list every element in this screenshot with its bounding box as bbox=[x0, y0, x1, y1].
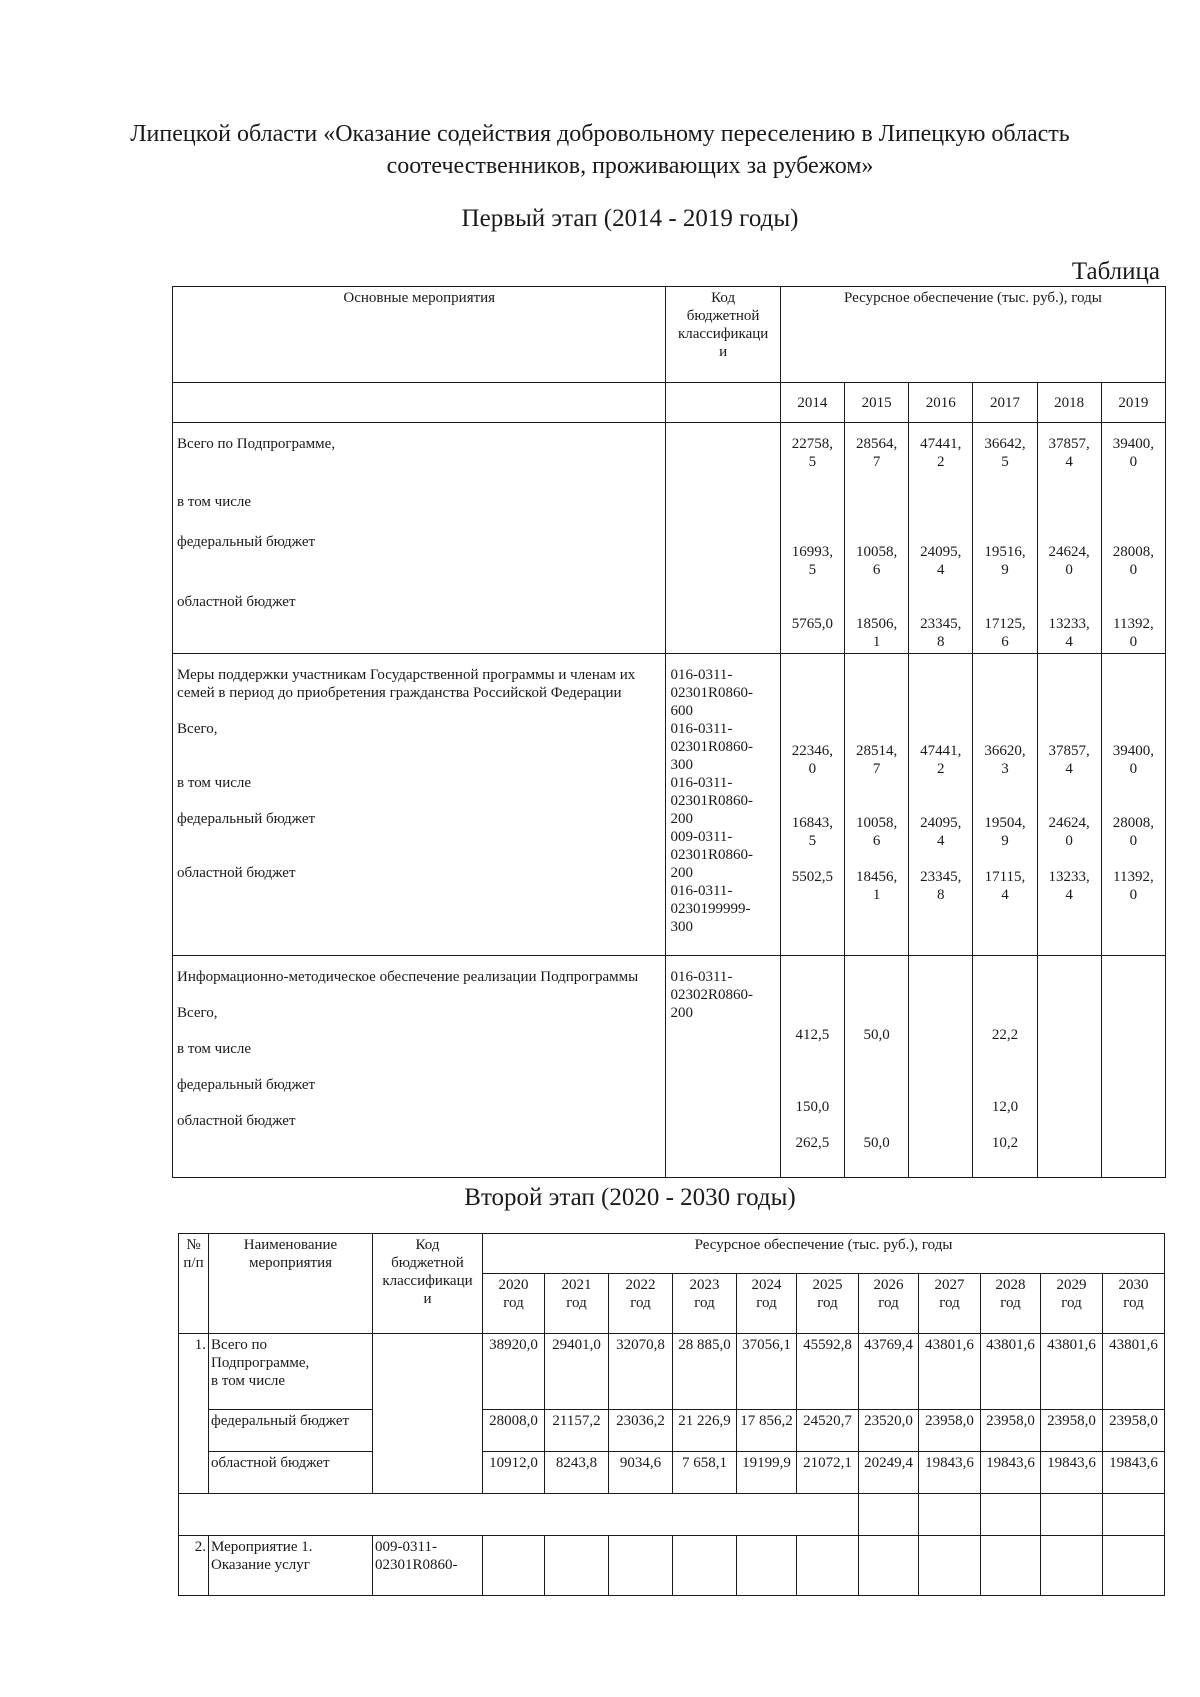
year-2021: 2021 год bbox=[545, 1274, 609, 1334]
value-cell: 22758, 5 16993, 5 5765,0 bbox=[780, 423, 844, 654]
value-cell: 23958,0 bbox=[919, 1410, 981, 1452]
empty-cell bbox=[981, 1494, 1041, 1536]
year-2022: 2022 год bbox=[609, 1274, 673, 1334]
row-number: 2. bbox=[179, 1536, 209, 1596]
year-2015: 2015 bbox=[844, 383, 908, 423]
empty-cell bbox=[609, 1536, 673, 1596]
value-cell: 19843,6 bbox=[1103, 1452, 1165, 1494]
value-cell: 28564, 7 10058, 6 18506, 1 bbox=[844, 423, 908, 654]
value-cell: 32070,8 bbox=[609, 1334, 673, 1410]
header-name: Наименование мероприятия bbox=[209, 1234, 373, 1334]
header-activities: Основные мероприятия bbox=[173, 287, 666, 383]
empty-cell bbox=[981, 1536, 1041, 1596]
table-row bbox=[179, 1410, 1165, 1452]
document-title-line-2: соотечественников, проживающих за рубежом» bbox=[386, 153, 874, 179]
header-resources: Ресурсное обеспечение (тыс. руб.), годы bbox=[483, 1234, 1165, 1274]
empty-cell bbox=[1041, 1536, 1103, 1596]
value-cell: 43801,6 bbox=[1041, 1334, 1103, 1410]
value-cell: 45592,8 bbox=[797, 1334, 859, 1410]
value-cell: 8243,8 bbox=[545, 1452, 609, 1494]
info-support-labels: Информационно-методическое обеспечение реализации Подпрограммы Всего, в том числе федеральный бюджет областной бюджет bbox=[173, 956, 666, 1178]
value-cell: 39400, 0 28008, 0 11392, 0 bbox=[1101, 423, 1165, 654]
value-cell bbox=[909, 956, 973, 1178]
empty-cell bbox=[859, 1536, 919, 1596]
value-cell: 19843,6 bbox=[919, 1452, 981, 1494]
value-cell: 43769,4 bbox=[859, 1334, 919, 1410]
value-cell: 412,5 150,0 262,5 bbox=[780, 956, 844, 1178]
value-cell: 23036,2 bbox=[609, 1410, 673, 1452]
table-row bbox=[179, 1494, 1165, 1536]
empty-cell bbox=[179, 1494, 859, 1536]
row-name: Всего по Подпрограмме, в том числе bbox=[209, 1334, 373, 1410]
value-cell: 43801,6 bbox=[981, 1334, 1041, 1410]
header-empty bbox=[666, 383, 780, 423]
value-cell: 19199,9 bbox=[737, 1452, 797, 1494]
header-empty bbox=[173, 383, 666, 423]
value-cell: 19843,6 bbox=[1041, 1452, 1103, 1494]
table-row bbox=[179, 1536, 1165, 1596]
info-support-code: 016-0311- 02302R0860- 200 bbox=[666, 956, 780, 1178]
year-2029: 2029 год bbox=[1041, 1274, 1103, 1334]
year-2019: 2019 bbox=[1101, 383, 1165, 423]
value-cell: 23958,0 bbox=[1041, 1410, 1103, 1452]
code-empty bbox=[373, 1334, 483, 1494]
code-empty bbox=[666, 423, 780, 654]
value-cell: 24520,7 bbox=[797, 1410, 859, 1452]
support-measures-labels: Меры поддержки участникам Государственной программы и членам их семей в период до приобретения гражданства Российской Федерации Всего, в том числе федеральный бюджет областной бюджет bbox=[173, 654, 666, 956]
year-2027: 2027 год bbox=[919, 1274, 981, 1334]
year-2018: 2018 bbox=[1037, 383, 1101, 423]
year-2016: 2016 bbox=[909, 383, 973, 423]
value-cell: 19843,6 bbox=[981, 1452, 1041, 1494]
support-measures-codes: 016-0311- 02301R0860- 600 016-0311- 02301R0860- 300 016-0311- 02301R0860- 200 009-0311- 02301R0860- 200 016-0311- 0230199999- 300 bbox=[666, 654, 780, 956]
empty-cell bbox=[859, 1494, 919, 1536]
table-row bbox=[179, 1452, 1165, 1494]
value-cell: 22,2 12,0 10,2 bbox=[973, 956, 1037, 1178]
year-2023: 2023 год bbox=[673, 1274, 737, 1334]
row-name: федеральный бюджет bbox=[209, 1410, 373, 1452]
value-cell: 21072,1 bbox=[797, 1452, 859, 1494]
value-cell: 28008,0 bbox=[483, 1410, 545, 1452]
stage-1-title: Первый этап (2014 - 2019 годы) bbox=[461, 205, 799, 232]
header-code: Код бюджетной классификаци и bbox=[666, 287, 780, 383]
value-cell: 22346, 0 16843, 5 5502,5 bbox=[780, 654, 844, 956]
table-label: Таблица bbox=[1071, 258, 1160, 285]
value-cell bbox=[1037, 956, 1101, 1178]
value-cell: 38920,0 bbox=[483, 1334, 545, 1410]
empty-cell bbox=[545, 1536, 609, 1596]
label-including: в том числе bbox=[177, 494, 252, 510]
year-2026: 2026 год bbox=[859, 1274, 919, 1334]
label-federal: федеральный бюджет bbox=[177, 534, 316, 550]
empty-cell bbox=[1041, 1494, 1103, 1536]
empty-cell bbox=[1103, 1536, 1165, 1596]
empty-cell bbox=[797, 1536, 859, 1596]
value-cell: 50,0 50,0 bbox=[844, 956, 908, 1178]
value-cell: 23958,0 bbox=[1103, 1410, 1165, 1452]
value-cell: 9034,6 bbox=[609, 1452, 673, 1494]
row-name: областной бюджет bbox=[209, 1452, 373, 1494]
empty-cell bbox=[673, 1536, 737, 1596]
header-resources: Ресурсное обеспечение (тыс. руб.), годы bbox=[780, 287, 1165, 383]
empty-cell bbox=[919, 1494, 981, 1536]
value-cell: 39400, 0 28008, 0 11392, 0 bbox=[1101, 654, 1165, 956]
empty-cell bbox=[919, 1536, 981, 1596]
value-cell: 37857, 4 24624, 0 13233, 4 bbox=[1037, 423, 1101, 654]
year-2014: 2014 bbox=[780, 383, 844, 423]
value-cell: 23520,0 bbox=[859, 1410, 919, 1452]
value-cell: 43801,6 bbox=[1103, 1334, 1165, 1410]
value-cell bbox=[1101, 956, 1165, 1178]
value-cell: 17 856,2 bbox=[737, 1410, 797, 1452]
value-cell: 47441, 2 24095, 4 23345, 8 bbox=[909, 654, 973, 956]
document-title-line-1: Липецкой области «Оказание содействия добровольному переселению в Липецкую область bbox=[130, 121, 1070, 147]
value-cell: 37857, 4 24624, 0 13233, 4 bbox=[1037, 654, 1101, 956]
value-cell: 47441, 2 24095, 4 23345, 8 bbox=[909, 423, 973, 654]
table-row bbox=[179, 1334, 1165, 1410]
value-cell: 10912,0 bbox=[483, 1452, 545, 1494]
value-cell: 21157,2 bbox=[545, 1410, 609, 1452]
year-2028: 2028 год bbox=[981, 1274, 1041, 1334]
row-total-labels bbox=[173, 423, 666, 654]
stage-2-title: Второй этап (2020 - 2030 годы) bbox=[464, 1184, 796, 1211]
value-cell: 28514, 7 10058, 6 18456, 1 bbox=[844, 654, 908, 956]
value-cell: 37056,1 bbox=[737, 1334, 797, 1410]
year-2025: 2025 год bbox=[797, 1274, 859, 1334]
value-cell: 23958,0 bbox=[981, 1410, 1041, 1452]
value-cell: 20249,4 bbox=[859, 1452, 919, 1494]
stage-1-table bbox=[172, 286, 1166, 1178]
value-cell: 28 885,0 bbox=[673, 1334, 737, 1410]
stage-2-table bbox=[178, 1233, 1165, 1596]
value-cell: 43801,6 bbox=[919, 1334, 981, 1410]
label-total: Всего по Подпрограмме, bbox=[177, 436, 336, 452]
year-2017: 2017 bbox=[973, 383, 1037, 423]
value-cell: 7 658,1 bbox=[673, 1452, 737, 1494]
header-number: № п/п bbox=[179, 1234, 209, 1334]
row-number: 1. bbox=[179, 1334, 209, 1494]
year-2030: 2030 год bbox=[1103, 1274, 1165, 1334]
empty-cell bbox=[1103, 1494, 1165, 1536]
empty-cell bbox=[737, 1536, 797, 1596]
value-cell: 36620, 3 19504, 9 17115, 4 bbox=[973, 654, 1037, 956]
row-code: 009-0311- 02301R0860- bbox=[373, 1536, 483, 1596]
header-code: Код бюджетной классификаци и bbox=[373, 1234, 483, 1334]
value-cell: 21 226,9 bbox=[673, 1410, 737, 1452]
year-2020: 2020 год bbox=[483, 1274, 545, 1334]
row-name: Мероприятие 1. Оказание услуг bbox=[209, 1536, 373, 1596]
year-2024: 2024 год bbox=[737, 1274, 797, 1334]
label-regional: областной бюджет bbox=[177, 594, 296, 610]
value-cell: 36642, 5 19516, 9 17125, 6 bbox=[973, 423, 1037, 654]
value-cell: 29401,0 bbox=[545, 1334, 609, 1410]
empty-cell bbox=[483, 1536, 545, 1596]
